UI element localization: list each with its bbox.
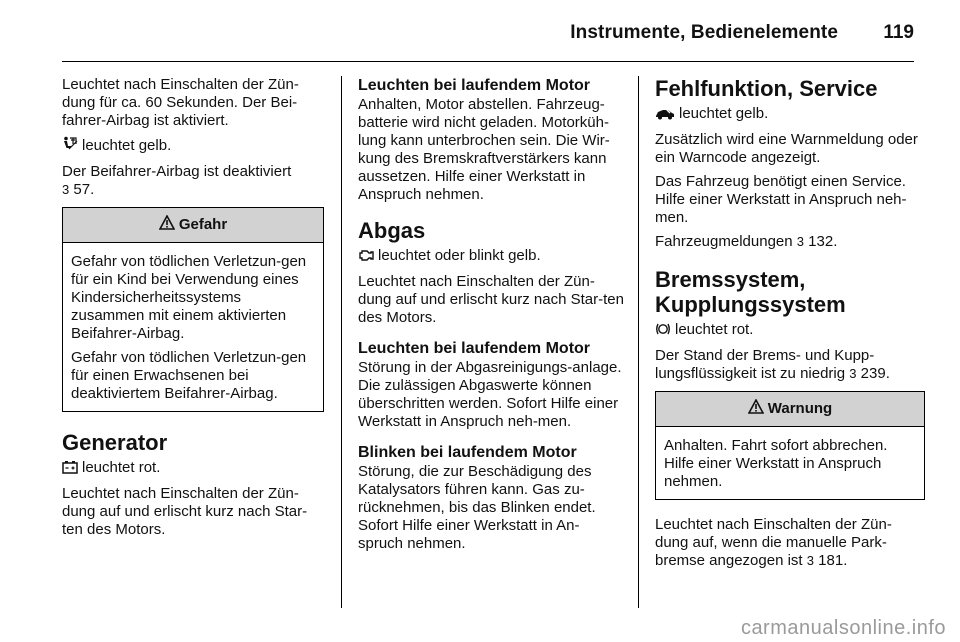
- paragraph: Störung in der Abgasreinigungs-anlage. Die zulässigen Abgaswerte können überschritten werden. Sofort Hilfe einer Werkstatt in Anspruch neh-men.: [358, 359, 622, 430]
- page-ref-arrow: 3: [806, 553, 814, 568]
- warning-box-body: [656, 427, 924, 499]
- paragraph: Fahrzeugmeldungen 3 132.: [655, 233, 838, 250]
- warning-box-header: [656, 392, 924, 427]
- battery-icon: [62, 460, 78, 479]
- paragraph: Leuchtet nach Einschalten der Zün-dung auf und erlischt kurz nach Star-ten des Motors.: [62, 485, 308, 538]
- section-heading: Bremssystem, Kupplungssystem: [655, 267, 846, 317]
- paragraph: Zusätzlich wird eine Warnmeldung oder ein Warncode angezeigt.: [655, 131, 918, 166]
- status-text: leuchtet gelb.: [679, 105, 769, 122]
- column-right: [655, 76, 925, 576]
- engine-check-icon: [358, 248, 374, 267]
- status-text: leuchtet oder blinkt gelb.: [378, 247, 541, 264]
- section-heading: Abgas: [358, 218, 426, 243]
- warning-box-title: Warnung: [767, 400, 833, 417]
- page-title: Instrumente, Bedienelemente: [570, 22, 838, 43]
- danger-box-header: [63, 208, 323, 243]
- page-header: [0, 0, 960, 64]
- paragraph: Der Stand der Brems- und Kupp-lungsflüssigkeit ist zu niedrig 3 239.: [655, 347, 890, 382]
- paragraph: Störung, die zur Beschädigung des Katalysators führen kann. Gas zu-rücknehmen, bis das Blinken endet. Sofort Hilfe einer Werkstatt in An-spruch nehmen.: [358, 463, 596, 552]
- warning-triangle-icon: [748, 399, 764, 419]
- paragraph: Gefahr von tödlichen Verletzun-gen für ein Kind bei Verwendung eines Kindersicherheitssystems zusammen mit einem aktivierten Beifahrer-Airbag.: [71, 253, 307, 342]
- page-ref[interactable]: 57.: [73, 181, 95, 198]
- paragraph: [62, 136, 324, 157]
- paragraph: Gefahr von tödlichen Verletzun-gen für einen Erwachsenen bei deaktiviertem Beifahrer-Airbag.: [71, 349, 307, 402]
- page-ref[interactable]: 239.: [860, 365, 890, 382]
- paragraph: Das Fahrzeug benötigt einen Service. Hilfe einer Werkstatt in Anspruch neh-men.: [655, 173, 907, 226]
- column-left: [62, 76, 324, 545]
- danger-box-body: [63, 243, 323, 411]
- paragraph: [655, 321, 925, 341]
- column-divider: [638, 76, 639, 608]
- paragraph: [655, 105, 925, 125]
- paragraph: Anhalten. Fahrt sofort abbrechen. Hilfe einer Werkstatt in Anspruch nehmen.: [664, 437, 888, 490]
- subheading: Leuchten bei laufendem Motor: [358, 77, 591, 94]
- brake-system-icon: [655, 322, 671, 341]
- subheading: Blinken bei laufendem Motor: [358, 444, 577, 461]
- subheading: Leuchten bei laufendem Motor: [358, 340, 591, 357]
- paragraph: Leuchtet nach Einschalten der Zün-dung auf und erlischt kurz nach Star-ten des Motors.: [358, 273, 624, 326]
- page-ref-arrow: 3: [62, 182, 70, 197]
- status-text: leuchtet rot.: [675, 321, 754, 338]
- paragraph: [62, 459, 324, 479]
- paragraph: Leuchtet nach Einschalten der Zün-dung auf, wenn die manuelle Park-bremse angezogen ist 3 181.: [655, 516, 892, 569]
- header-divider: [62, 61, 914, 62]
- danger-box: [62, 207, 324, 412]
- page-ref[interactable]: 132.: [808, 233, 838, 250]
- danger-box-title: Gefahr: [178, 216, 228, 233]
- column-middle: [358, 76, 624, 559]
- status-text: leuchtet rot.: [82, 459, 161, 476]
- service-car-icon: [655, 107, 675, 125]
- warning-box: [655, 391, 925, 500]
- paragraph: Leuchtet nach Einschalten der Zün-dung für ca. 60 Sekunden. Der Bei-fahrer-Airbag ist aktiviert.: [62, 76, 299, 129]
- paragraph: Der Beifahrer-Airbag ist deaktiviert 3 57.: [62, 163, 292, 198]
- section-heading: Fehlfunktion, Service: [655, 76, 878, 101]
- column-divider: [341, 76, 342, 608]
- status-text: leuchtet gelb.: [82, 137, 172, 154]
- paragraph: Anhalten, Motor abstellen. Fahrzeug-batterie wird nicht geladen. Motorküh-lung kann unterbrochen sein. Die Wir-kung des Bremskraftverstärkers kann aussetzen. Hilfe einer Werkstatt in Anspruch nehmen.: [358, 96, 610, 203]
- page-ref-arrow: 3: [849, 366, 857, 381]
- page-ref-arrow: 3: [796, 234, 804, 249]
- watermark: carmanualsonline.info: [740, 617, 946, 639]
- section-heading: Generator: [62, 430, 168, 455]
- passenger-airbag-off-icon: [62, 136, 78, 157]
- paragraph: [358, 247, 624, 267]
- page-number: 119: [883, 22, 914, 43]
- warning-triangle-icon: [159, 215, 175, 235]
- page-ref[interactable]: 181.: [818, 552, 848, 569]
